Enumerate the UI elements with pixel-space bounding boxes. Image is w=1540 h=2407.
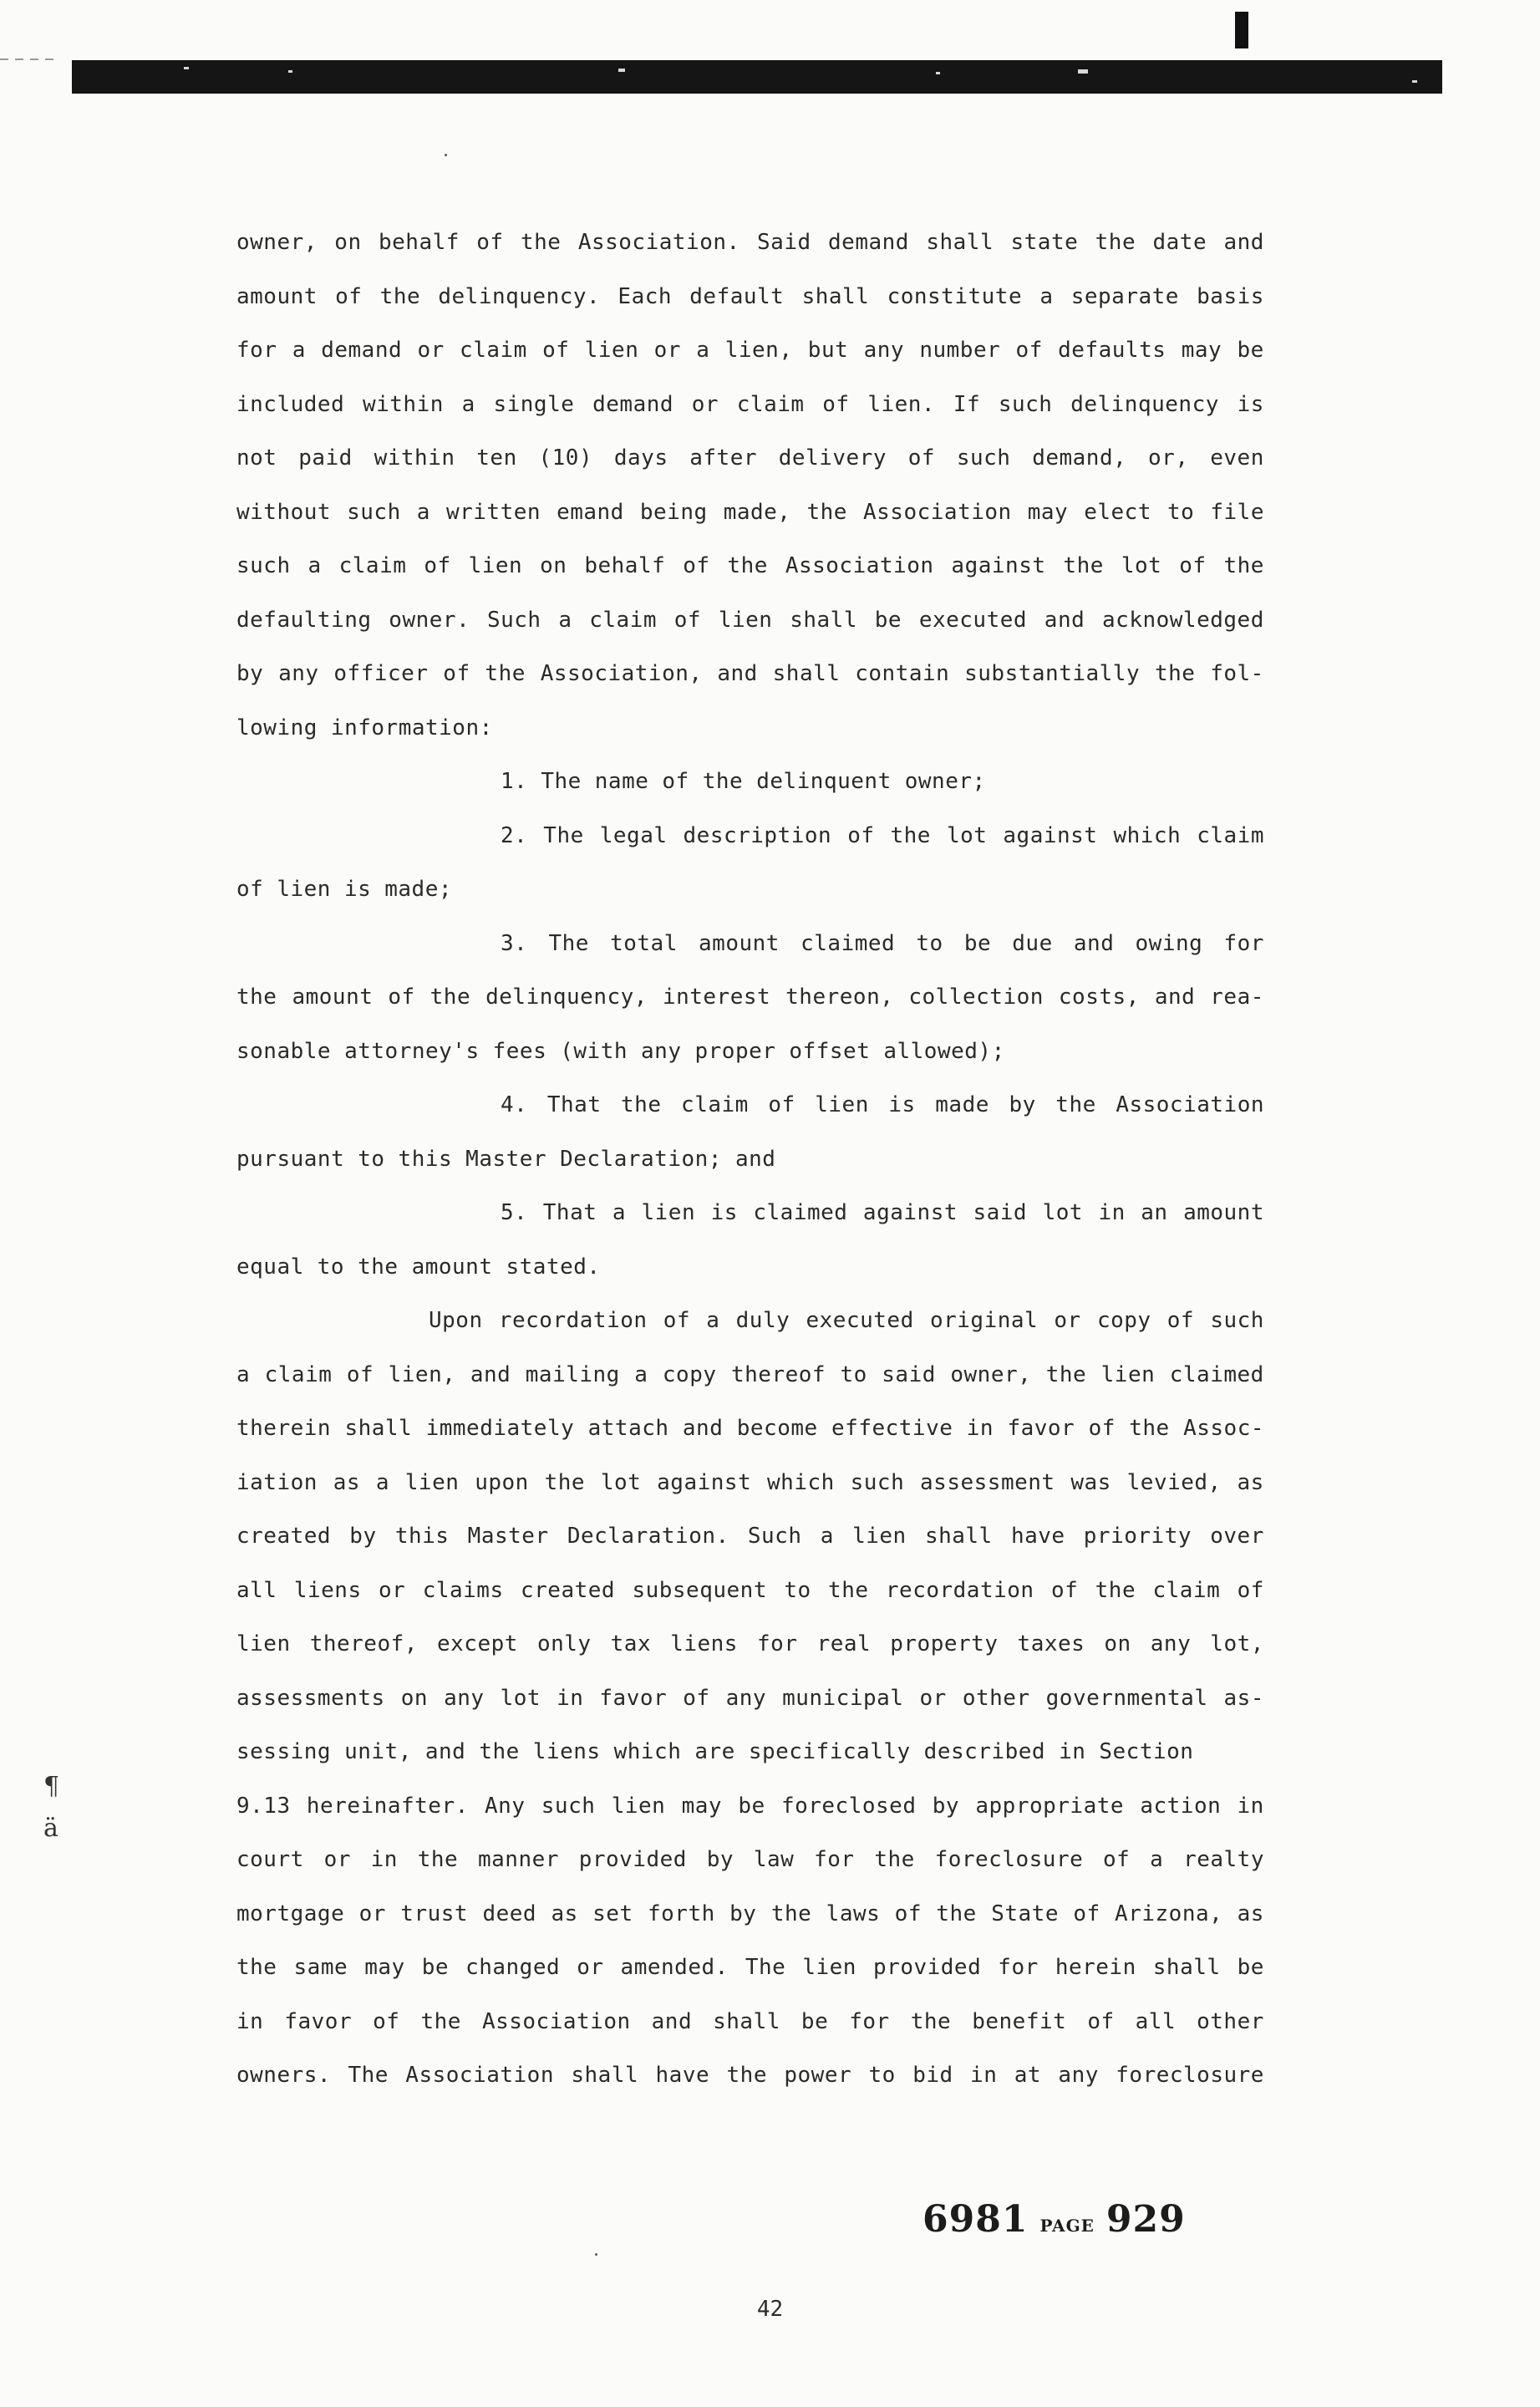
stamp-book-number: 6981 (922, 2198, 1029, 2241)
text-line: sonable attorney's fees (with any proper offset allowed); (236, 1038, 1005, 1064)
text-line: mortgage or trust deed as set forth by the laws of the State of Arizona, as (236, 1901, 1264, 1926)
page-number: 42 (756, 2297, 784, 2322)
stamp-page-label: PAGE (1039, 2216, 1095, 2236)
text-line: pursuant to this Master Declaration; and (236, 1146, 776, 1172)
scan-speck (445, 154, 447, 156)
band-speck (288, 70, 292, 73)
text-line: the amount of the delinquency, interest thereon, collection costs, and rea- (236, 985, 1264, 1010)
recording-stamp (922, 2198, 1186, 2241)
text-line: equal to the amount stated. (236, 1254, 601, 1280)
text-line: by any officer of the Association, and shall contain substantially the fol- (236, 661, 1264, 686)
text-line: lowing information: (236, 715, 493, 740)
band-speck (618, 69, 625, 72)
text-line: lien thereof, except only tax liens for real property taxes on any lot, (236, 1631, 1264, 1656)
text-line: 5. That a lien is claimed against said lot in an amount (501, 1200, 1264, 1225)
text-line: such a claim of lien on behalf of the Association against the lot of the (236, 553, 1264, 578)
text-line: 2. The legal description of the lot against which claim (501, 822, 1264, 848)
text-line: the same may be changed or amended. The lien provided for herein shall be (236, 1955, 1264, 1980)
text-line: included within a single demand or claim of lien. If such delinquency is (236, 391, 1264, 417)
text-line: owners. The Association shall have the power to bid in at any foreclosure (236, 2063, 1264, 2088)
text-line: created by this Master Declaration. Such a lien shall have priority over (236, 1524, 1264, 1549)
scan-speck (595, 2253, 597, 2256)
text-line: sessing unit, and the liens which are specifically described in Section (236, 1739, 1194, 1764)
text-line: in favor of the Association and shall be for the benefit of all other (236, 2008, 1264, 2034)
text-line: without such a written emand being made, the Association may elect to file (236, 499, 1264, 525)
text-line: a claim of lien, and mailing a copy thereof to said owner, the lien claimed (236, 1361, 1264, 1387)
text-line: 1. The name of the delinquent owner; (501, 769, 986, 794)
text-line: 4. That the claim of lien is made by the Association (501, 1092, 1264, 1117)
margin-mark-scribble: ä (43, 1814, 58, 1843)
band-speck (1078, 69, 1088, 74)
scan-edge-dashes (0, 59, 58, 60)
text-line: 9.13 hereinafter. Any such lien may be foreclosed by appropriate action in (236, 1793, 1264, 1819)
text-line: Upon recordation of a duly executed original or copy of such (429, 1308, 1264, 1333)
text-line: for a demand or claim of lien or a lien, but any number of defaults may be (236, 338, 1264, 363)
text-line: not paid within ten (10) days after delivery of such demand, or, even (236, 445, 1264, 471)
document-body (236, 216, 1264, 2103)
band-speck (1412, 80, 1417, 83)
text-line: defaulting owner. Such a claim of lien shall be executed and acknowledged (236, 607, 1264, 633)
text-line: assessments on any lot in favor of any municipal or other governmental as- (236, 1685, 1264, 1711)
scan-registration-mark (1235, 12, 1248, 48)
text-line: iation as a lien upon the lot against which such assessment was levied, as (236, 1469, 1264, 1495)
stamp-page-number: 929 (1105, 2198, 1186, 2241)
text-line: court or in the manner provided by law for the foreclosure of a realty (236, 1847, 1264, 1872)
scan-top-band (72, 60, 1442, 94)
text-line: all liens or claims created subsequent to the recordation of the claim of (236, 1577, 1264, 1603)
band-speck (184, 67, 189, 69)
text-line: amount of the delinquency. Each default shall constitute a separate basis (236, 283, 1264, 309)
text-line: of lien is made; (236, 877, 453, 902)
band-speck (936, 72, 940, 74)
margin-mark-pilcrow: ¶ (43, 1772, 60, 1801)
text-line: owner, on behalf of the Association. Said demand shall state the date and (236, 230, 1264, 255)
text-line: therein shall immediately attach and become effective in favor of the Assoc- (236, 1416, 1264, 1441)
text-line: 3. The total amount claimed to be due and owing for (501, 930, 1264, 956)
